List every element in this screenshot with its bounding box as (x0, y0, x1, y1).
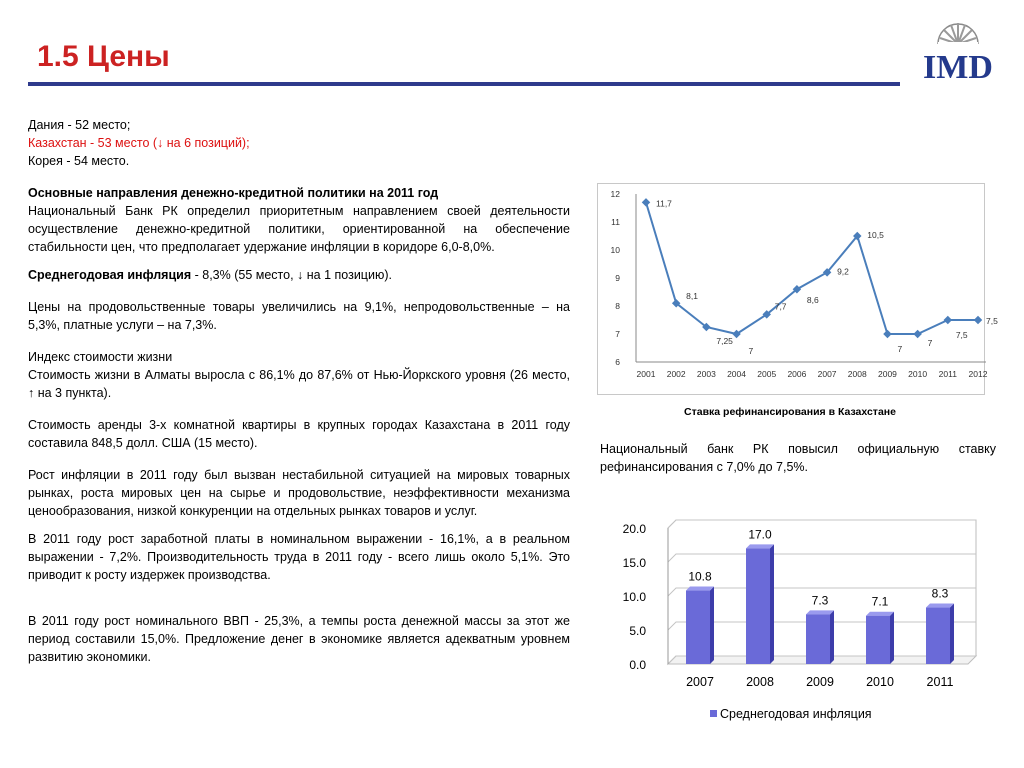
line-y-tick-label: 10 (610, 245, 620, 255)
bar-value-label: 7.1 (871, 594, 889, 609)
logo-text: IMD (923, 49, 993, 86)
bar-top (686, 587, 714, 591)
bar-top (746, 544, 774, 548)
line-y-tick-label: 12 (610, 189, 620, 199)
line-point (883, 330, 891, 338)
line-series (646, 202, 978, 334)
bar-side (710, 587, 714, 664)
bar-category-label: 2011 (926, 675, 954, 689)
bar-value-label: 8.3 (931, 586, 949, 601)
line-x-tick-label: 2009 (877, 369, 897, 379)
line-data-label: 8,1 (686, 291, 699, 302)
bar-value-label: 17.0 (748, 527, 772, 542)
bar (686, 591, 710, 664)
bar-legend-swatch (710, 710, 717, 717)
line-y-tick-label: 7 (615, 329, 620, 339)
bar-top (866, 612, 894, 616)
inflation-label: Среднегодовая инфляция (28, 268, 192, 282)
line-x-tick-label: 2005 (757, 369, 777, 379)
bar-side (830, 610, 834, 664)
line-y-tick-label: 11 (611, 217, 620, 227)
line-data-label: 7 (897, 344, 903, 354)
bar-value-label: 7.3 (811, 593, 829, 608)
line-x-tick-label: 2003 (696, 369, 716, 379)
rank-korea: Корея - 54 место. (28, 154, 130, 168)
inflation-paragraph (28, 266, 570, 284)
line-data-label: 7,5 (986, 316, 998, 326)
bar-y-tick-label: 0.0 (629, 658, 646, 672)
rank-denmark: Дания - 52 место; (28, 118, 131, 132)
bar-category-label: 2010 (866, 675, 894, 689)
line-y-tick-label: 9 (615, 273, 620, 283)
line-data-label: 8,6 (806, 295, 819, 306)
inflation-growth-text: Рост инфляции в 2011 году был вызван нестабильной ситуацией на мировых товарных рынках, роста мировых цен на сырье и продовольствие, неэффективности механизма ценообразования, низкой конкуренции на отдельных рынках товаров и услуг. (28, 468, 570, 518)
bar-chart-svg (600, 510, 1000, 730)
bar (926, 608, 950, 664)
inflation-bar-chart (600, 510, 1000, 730)
policy-text: Национальный Банк РК определил приоритетным направлением своей деятельности осуществление денежно-кредитной политики, ориентированной на обеспечение стабильности цен, что предполагает удержание инфляции в коридоре 6,0-8,0%. (28, 204, 570, 254)
line-data-label: 9,2 (837, 266, 849, 277)
line-x-tick-label: 2007 (817, 369, 837, 379)
line-data-label: 7,5 (955, 330, 968, 340)
line-x-tick-label: 2001 (636, 369, 656, 379)
line-point (913, 330, 921, 338)
bar-y-tick-label: 10.0 (622, 590, 646, 604)
rank-kazakhstan: Казахстан - 53 место (↓ на 6 позиций); (28, 136, 250, 150)
cost-index-title: Индекс стоимости жизни (28, 350, 173, 364)
wages-text: В 2011 году рост заработной платы в номинальном выражении - 16,1%, а в реальном выражении - 7,2%. Производительность труда в 2011 году - всего лишь около 5,1%. Это приводит к росту издержек производства. (28, 532, 570, 582)
line-point (974, 316, 982, 324)
line-x-tick-label: 2004 (727, 369, 747, 379)
line-chart-svg (598, 184, 998, 394)
refinance-rate-chart (597, 183, 998, 395)
prices-text: Цены на продовольственные товары увеличились на 9,1%, непродовольственные – на 5,3%, платные услуги – на 7,3%. (28, 300, 570, 332)
bar-top (926, 604, 954, 608)
line-point (944, 316, 952, 324)
rent-text: Стоимость аренды 3-х комнатной квартиры в крупных городах Казахстана в 2011 году составила 848,5 долл. США (15 место). (28, 418, 570, 450)
line-y-tick-label: 6 (615, 357, 620, 367)
bar-category-label: 2009 (806, 675, 834, 689)
bar (866, 616, 890, 664)
bar (806, 614, 830, 664)
line-x-tick-label: 2002 (666, 369, 686, 379)
bar-y-tick-label: 20.0 (622, 522, 646, 536)
bar-value-label: 10.8 (688, 569, 712, 584)
bar-category-label: 2008 (746, 675, 774, 689)
inflation-text: - 8,3% (55 место, ↓ на 1 позицию). (191, 268, 392, 282)
gdp-text: В 2011 году рост номинального ВВП - 25,3%, а темпы роста денежной массы за этот же период составили 15,0%. Предложение денег в экономике является адекватным уровнем развитию экономики. (28, 614, 570, 664)
line-chart-caption: Ставка рефинансирования в Казахстане (684, 406, 896, 418)
bar-top (806, 610, 834, 614)
line-data-label: 7,25 (716, 336, 733, 346)
bar-side (890, 612, 894, 664)
policy-heading: Основные направления денежно-кредитной политики на 2011 год (28, 186, 439, 200)
cost-index-text: Стоимость жизни в Алматы выросла с 86,1% до 87,6% от Нью-Йоркского уровня (26 место, ↑ на 3 пункта). (28, 368, 570, 400)
bar-side (770, 544, 774, 664)
line-data-label: 7 (748, 346, 754, 356)
imd-logo (908, 14, 1008, 84)
logo-emblem-icon (938, 23, 978, 46)
line-point (642, 198, 650, 206)
bar-y-tick-label: 5.0 (629, 624, 646, 638)
bar-category-label: 2007 (686, 675, 714, 689)
line-x-tick-label: 2012 (968, 369, 988, 379)
refinance-text: Национальный банк РК повысил официальную ставку рефинансирования с 7,0% до 7,5%. (600, 442, 996, 474)
page-title: 1.5 Цены (37, 40, 170, 73)
line-x-tick-label: 2006 (787, 369, 807, 379)
bar-legend-label: Среднегодовая инфляция (720, 707, 872, 721)
line-data-label: 10,5 (867, 230, 884, 240)
line-x-tick-label: 2008 (847, 369, 867, 379)
line-x-tick-label: 2010 (908, 369, 928, 379)
left-column (28, 116, 570, 666)
bar-side (950, 604, 954, 664)
title-divider (28, 82, 900, 86)
bar (746, 548, 770, 664)
line-y-tick-label: 8 (615, 301, 620, 311)
line-data-label: 11,7 (656, 198, 672, 209)
line-data-label: 7 (927, 338, 933, 348)
bar-y-tick-label: 15.0 (622, 556, 646, 570)
line-x-tick-label: 2011 (938, 369, 957, 379)
line-data-label: 7,7 (774, 301, 787, 312)
